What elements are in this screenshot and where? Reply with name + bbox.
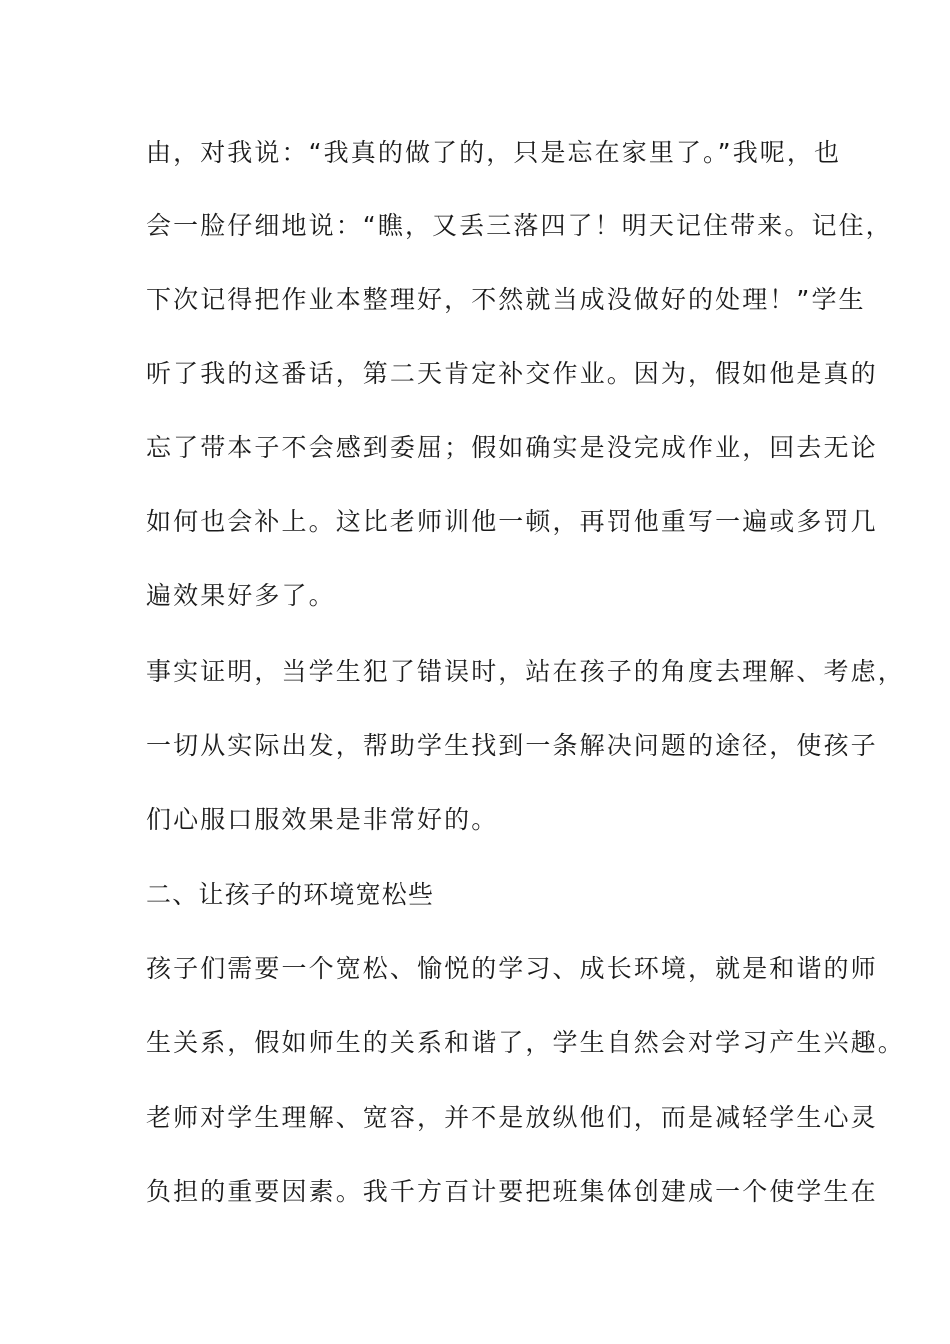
text-line: 生关系，假如师生的关系和谐了，学生自然会对学习产生兴趣。 xyxy=(146,1028,905,1057)
text-line: 负担的重要因素。我千方百计要把班集体创建成一个使学生在 xyxy=(146,1177,878,1206)
text-line: 们心服口服效果是非常好的。 xyxy=(146,805,499,834)
text-line: 如何也会补上。这比老师训他一顿，再罚他重写一遍或多罚几 xyxy=(146,507,878,536)
text-line: 一切从实际出发，帮助学生找到一条解决问题的途径，使孩子 xyxy=(146,731,878,760)
text-line: 老师对学生理解、宽容，并不是放纵他们，而是减轻学生心灵 xyxy=(146,1103,878,1132)
text-line: 会一脸仔细地说：“瞧，又丢三落四了！明天记住带来。记住， xyxy=(146,211,893,240)
text-line: 忘了带本子不会感到委屈；假如确实是没完成作业，回去无论 xyxy=(146,433,878,462)
text-line: 孩子们需要一个宽松、愉悦的学习、成长环境，就是和谐的师 xyxy=(146,954,878,983)
text-line: 事实证明，当学生犯了错误时，站在孩子的角度去理解、考虑， xyxy=(146,657,905,686)
section-heading: 二、让孩子的环境宽松些 xyxy=(146,880,435,909)
text-line: 由，对我说：“我真的做了的，只是忘在家里了。”我呢，也 xyxy=(146,138,842,167)
text-line: 听了我的这番话，第二天肯定补交作业。因为，假如他是真的 xyxy=(146,359,878,388)
text-line: 遍效果好多了。 xyxy=(146,581,336,610)
text-line: 下次记得把作业本整理好，不然就当成没做好的处理！”学生 xyxy=(146,285,866,314)
